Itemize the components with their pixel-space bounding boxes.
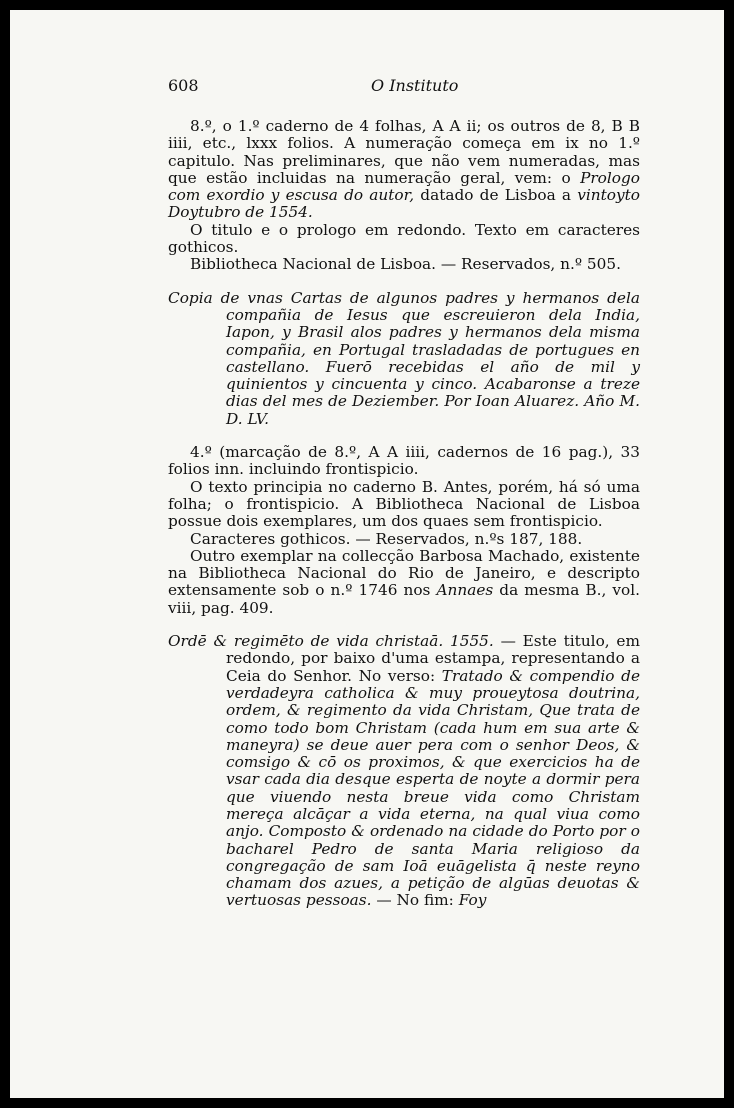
- entry2-other-copy: Outro exemplar na collecção Barbosa Machado, existente na Bibliotheca Nacional do Rio de Janeiro, e descripto extensamente sob o n.º 1746 nos Annaes da mesma B., vol. viii, pag. 409.: [168, 546, 640, 617]
- entry1-library: Bibliotheca Nacional de Lisboa. — Reservados, n.º 505.: [190, 255, 621, 274]
- entry1-description: 8.º, o 1.º caderno de 4 folhas, A A ii; os outros de 8, B B iiii, etc., lxxx folios. A numeração começa em ix no 1.º capitulo. Nas preliminares, que não vem numeradas, mas que estão incluidas na numeração geral, vem: o Prologo com exordio y escusa do autor, datado de Lisboa a vintoyto Doytubro de 1554.: [168, 117, 640, 222]
- page-header: [168, 76, 638, 100]
- entry2-format: 4.º (marcação de 8.º, A A iiii, cadernos de 16 pag.), 33 folios inn. incluindo frontispicio.: [168, 443, 640, 479]
- entry2-reserved: Caracteres gothicos. — Reservados, n.ºs 187, 188.: [190, 529, 583, 548]
- prologue-title: Prologo com exordio y escusa do autor,: [168, 168, 640, 205]
- entry1-typography: O titulo e o prologo em redondo. Texto em caracteres gothicos.: [168, 220, 640, 257]
- entry2-text-note: O texto principia no caderno B. Antes, porém, há só uma folha; o frontispicio. A Bibliotheca Nacional de Lisboa possue dois exemplares, um dos quaes sem frontispicio.: [168, 477, 640, 531]
- entry2-title: Copia de vnas Cartas de algunos padres y hermanos dela compañia de Iesus que escreuieron dela India, Iapon, y Brasil alos padres y hermanos dela misma compañia, en Portugal trasladadas de portugues en castellano. Fuerō recebidas el año de mil y quinientos y cincuenta y cinco. Acabaronse a treze dias del mes de Deziember. Por Ioan Aluarez. Año M. D. LV.: [168, 288, 640, 428]
- page-number: 608: [168, 76, 199, 95]
- entry3-verso-quote: Tratado & compendio de verdadeyra catholica & muy proueytosa doutrina, ordem, & regimento da vida Christam, Que trata de como todo bom Christam (cada hum em sua arte & maneyra) se deue auer pera com o senhor Deos, & comsigo & cō os proximos, & que exercicios ha de vsar cada dia desque esperta de noyte a dormir pera que viuendo nesta breue vida como Christam mereça alcāçar a vida eterna, na qual viua como anjo. Composto & ordenado na cidade do Porto por o bacharel Pedro de santa Maria religioso da congregação de sam Ioā euāgelista q̄ neste reyno chamam dos azues, a petição de algūas deuotas & vertuosas pessoas.: [226, 666, 640, 910]
- journal-name: Annaes: [436, 581, 494, 600]
- running-title: O Instituto: [371, 76, 459, 95]
- page-body: [168, 118, 640, 910]
- entry3-title: Ordē & regimēto de vida christaā. 1555.: [168, 632, 494, 651]
- entry3-colophon-start: Foy: [458, 891, 487, 910]
- entry3-description: Ordē & regimēto de vida christaā. 1555. — Este titulo, em redondo, por baixo d'uma estampa, representando a Ceia do Senhor. No verso: Tratado & compendio de verdadeyra catholica & muy proueytosa doutrina, ordem, & regimento da vida Christam, Que trata de como todo bom Christam (cada hum em sua arte & maneyra) se deue auer pera com o senhor Deos, & comsigo & cō os proximos, & que exercicios ha de vsar cada dia desque esperta de noyte a dormir pera que viuendo nesta breue vida como Christam mereça alcāçar a vida eterna, na qual viua como anjo. Composto & ordenado na cidade do Porto por o bacharel Pedro de santa Maria religioso da congregação de sam Ioā euāgelista q̄ neste reyno chamam dos azues, a petição de algūas deuotas & vertuosas pessoas. — No fim: Foy: [168, 632, 640, 910]
- book-page: [10, 10, 724, 1098]
- prologue-date: vintoyto Doytubro de 1554.: [168, 186, 640, 222]
